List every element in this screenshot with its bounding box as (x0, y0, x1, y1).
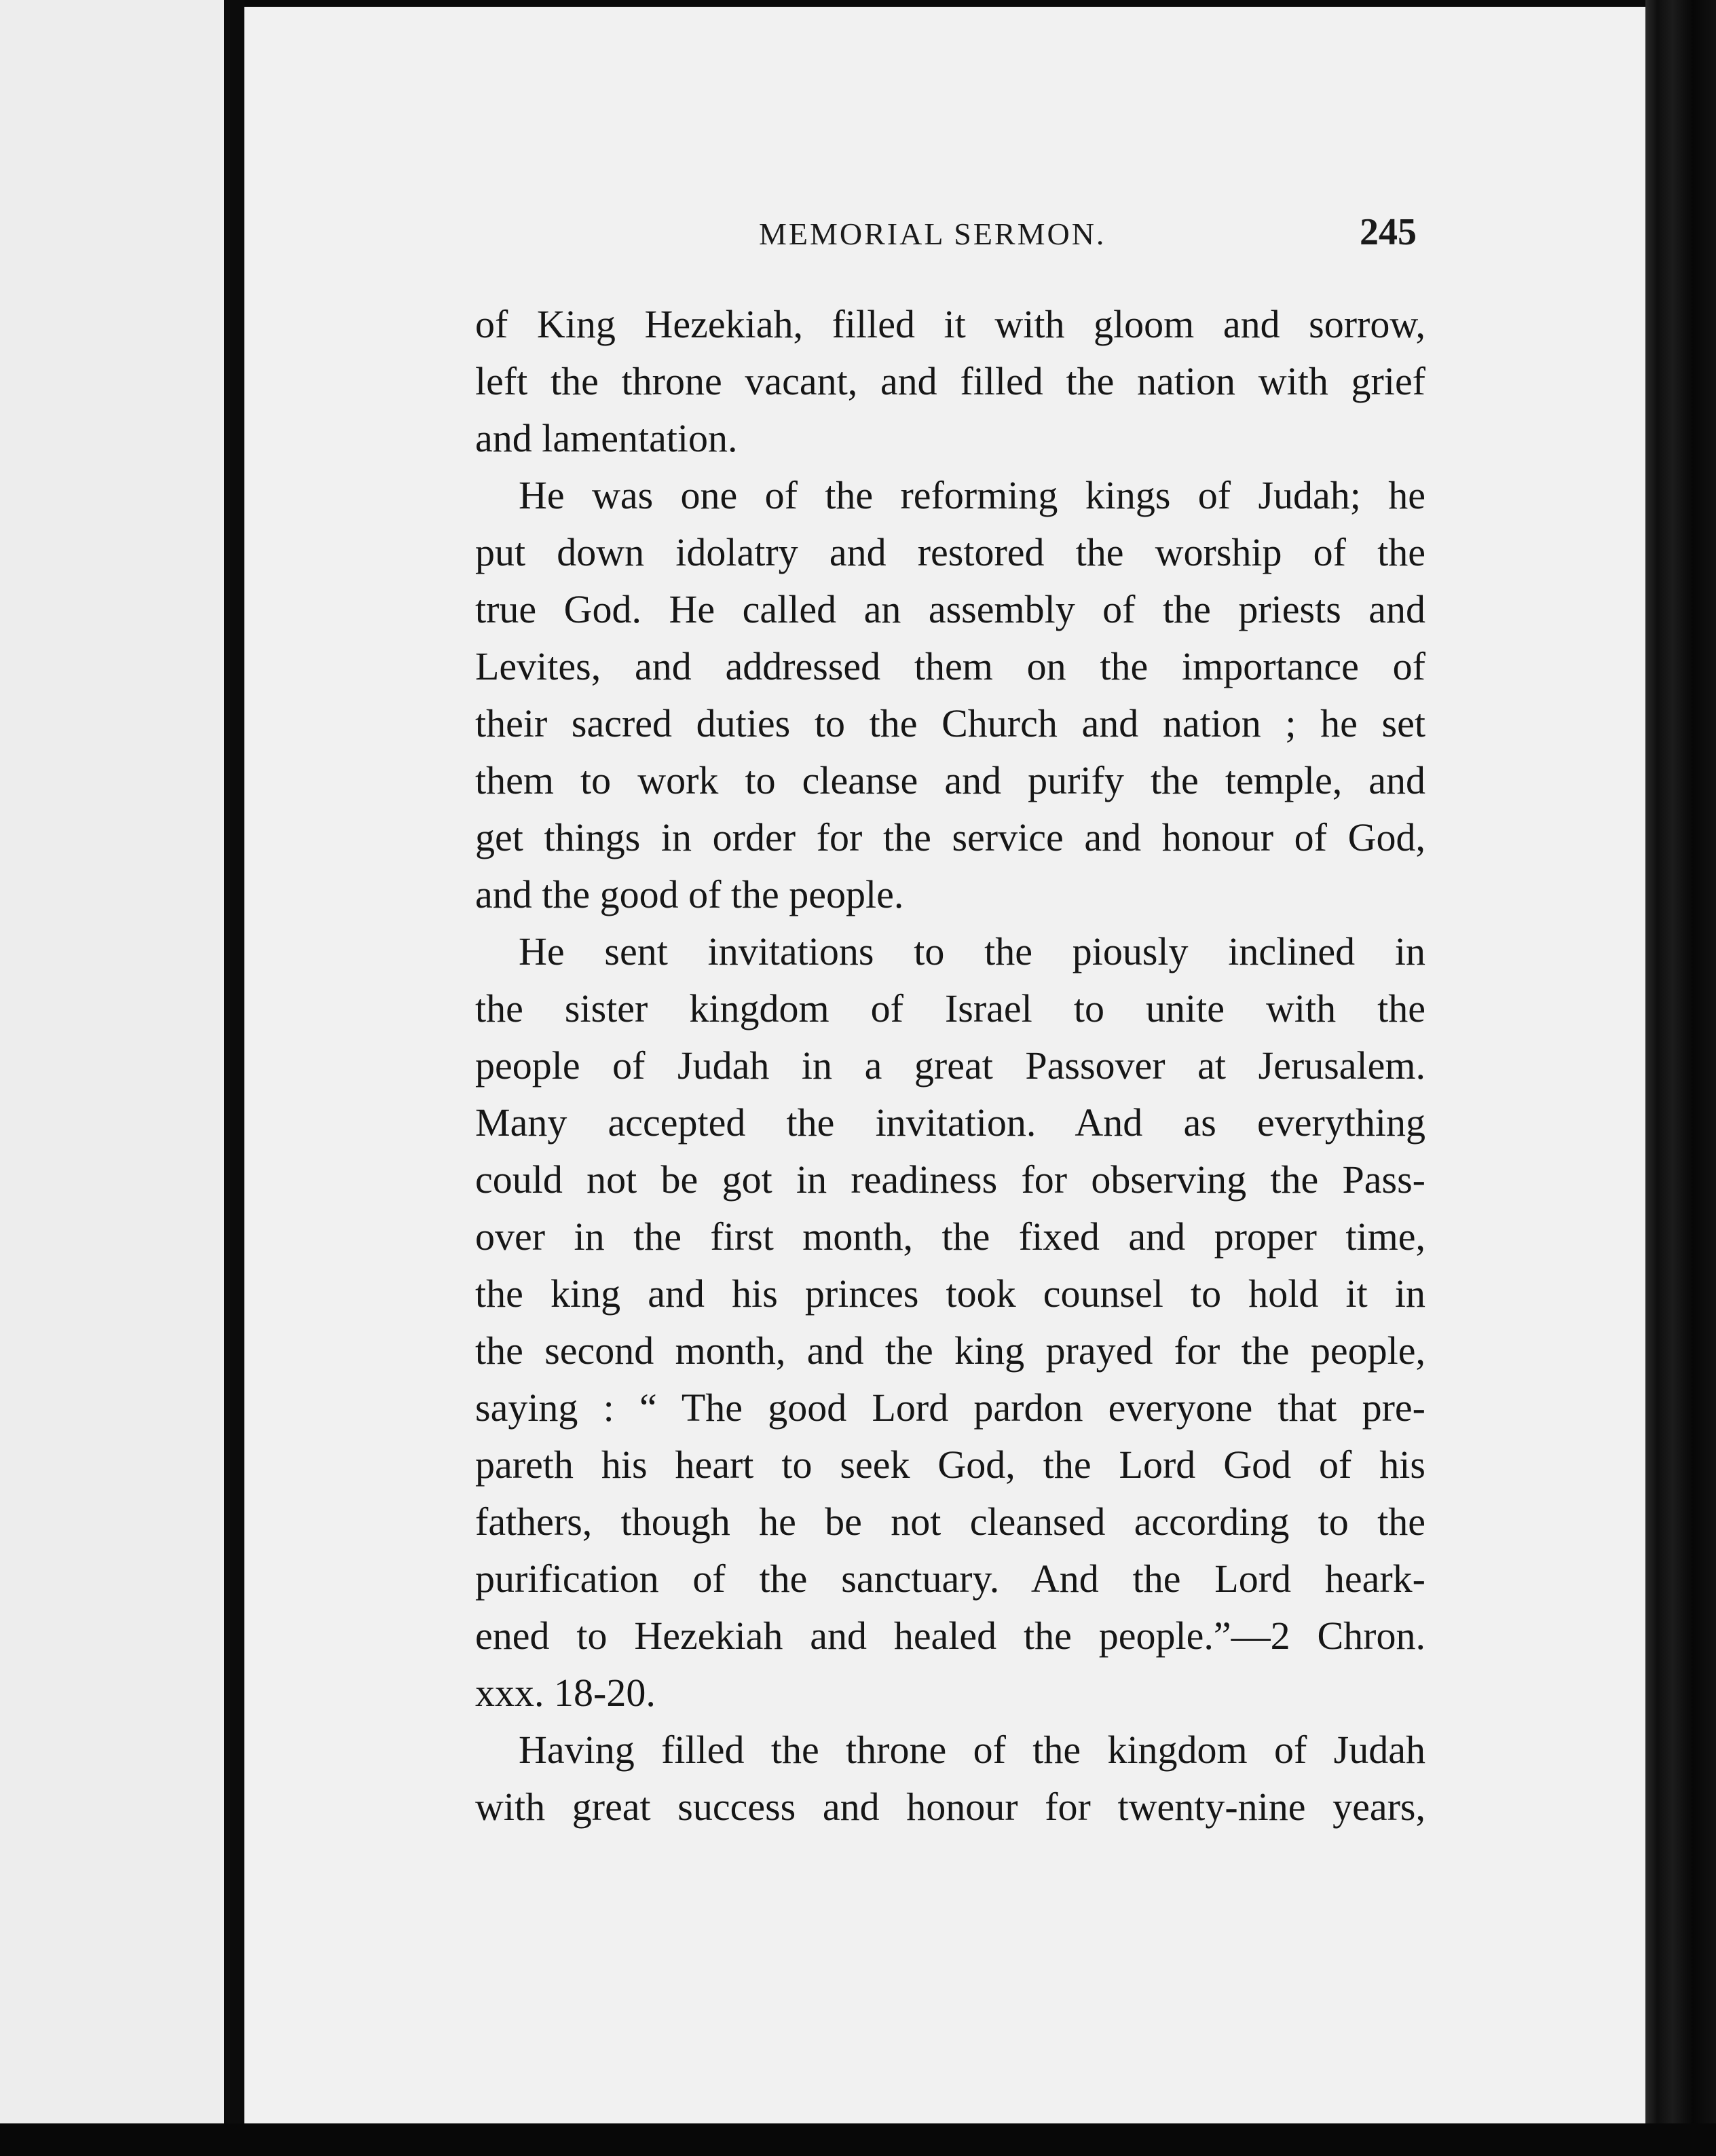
text-line: Having filled the throne of the kingdom of Judah (519, 1728, 1425, 1772)
text-line: and lamentation. (475, 416, 738, 460)
text-line: pareth his heart to seek God, the Lord God of his (475, 1443, 1425, 1487)
text-line: and the good of the people. (475, 872, 904, 916)
book-edge (1645, 0, 1716, 2156)
text-line: people of Judah in a great Passover at Jerusalem. (475, 1043, 1425, 1088)
text-line: true God. He called an assembly of the priests and (475, 587, 1425, 631)
text-line: get things in order for the service and honour of God, (475, 815, 1425, 859)
text-line: put down idolatry and restored the worship of the (475, 530, 1425, 574)
text-line: Many accepted the invitation. And as everything (475, 1100, 1425, 1145)
text-line: the second month, and the king prayed for the people, (475, 1328, 1425, 1373)
text-line: them to work to cleanse and purify the temple, and (475, 758, 1425, 802)
text-line: of King Hezekiah, filled it with gloom and sorrow, (475, 302, 1425, 346)
text-line: ened to Hezekiah and healed the people.”—2 Chron. (475, 1614, 1425, 1658)
text-line: the king and his princes took counsel to hold it in (475, 1271, 1425, 1316)
body-text (475, 296, 1425, 1836)
text-line: He sent invitations to the piously inclined in (519, 929, 1425, 973)
text-line: xxx. 18-20. (475, 1671, 656, 1715)
text-line: with great success and honour for twenty-nine years, (475, 1785, 1425, 1829)
text-line: fathers, though he be not cleansed according to the (475, 1500, 1425, 1544)
text-line: purification of the sanctuary. And the Lord heark- (475, 1557, 1425, 1601)
text-line: their sacred duties to the Church and nation ; he set (475, 701, 1425, 745)
text-line: saying : “ The good Lord pardon everyone that pre- (475, 1386, 1425, 1430)
text-line: He was one of the reforming kings of Judah; he (519, 473, 1425, 517)
running-title: MEMORIAL SERMON. (759, 217, 1106, 251)
text-line: Levites, and addressed them on the importance of (475, 644, 1425, 688)
page-number: 245 (1360, 211, 1417, 253)
bottom-shadow (0, 2123, 1716, 2156)
text-line: left the throne vacant, and filled the nation with grief (475, 359, 1425, 403)
text-line: the sister kingdom of Israel to unite with the (475, 986, 1425, 1030)
left-facing-page (0, 0, 224, 2125)
text-line: could not be got in readiness for observing the Pass- (475, 1157, 1425, 1202)
book-gutter (224, 0, 244, 2156)
text-line: over in the first month, the fixed and proper time, (475, 1214, 1425, 1259)
